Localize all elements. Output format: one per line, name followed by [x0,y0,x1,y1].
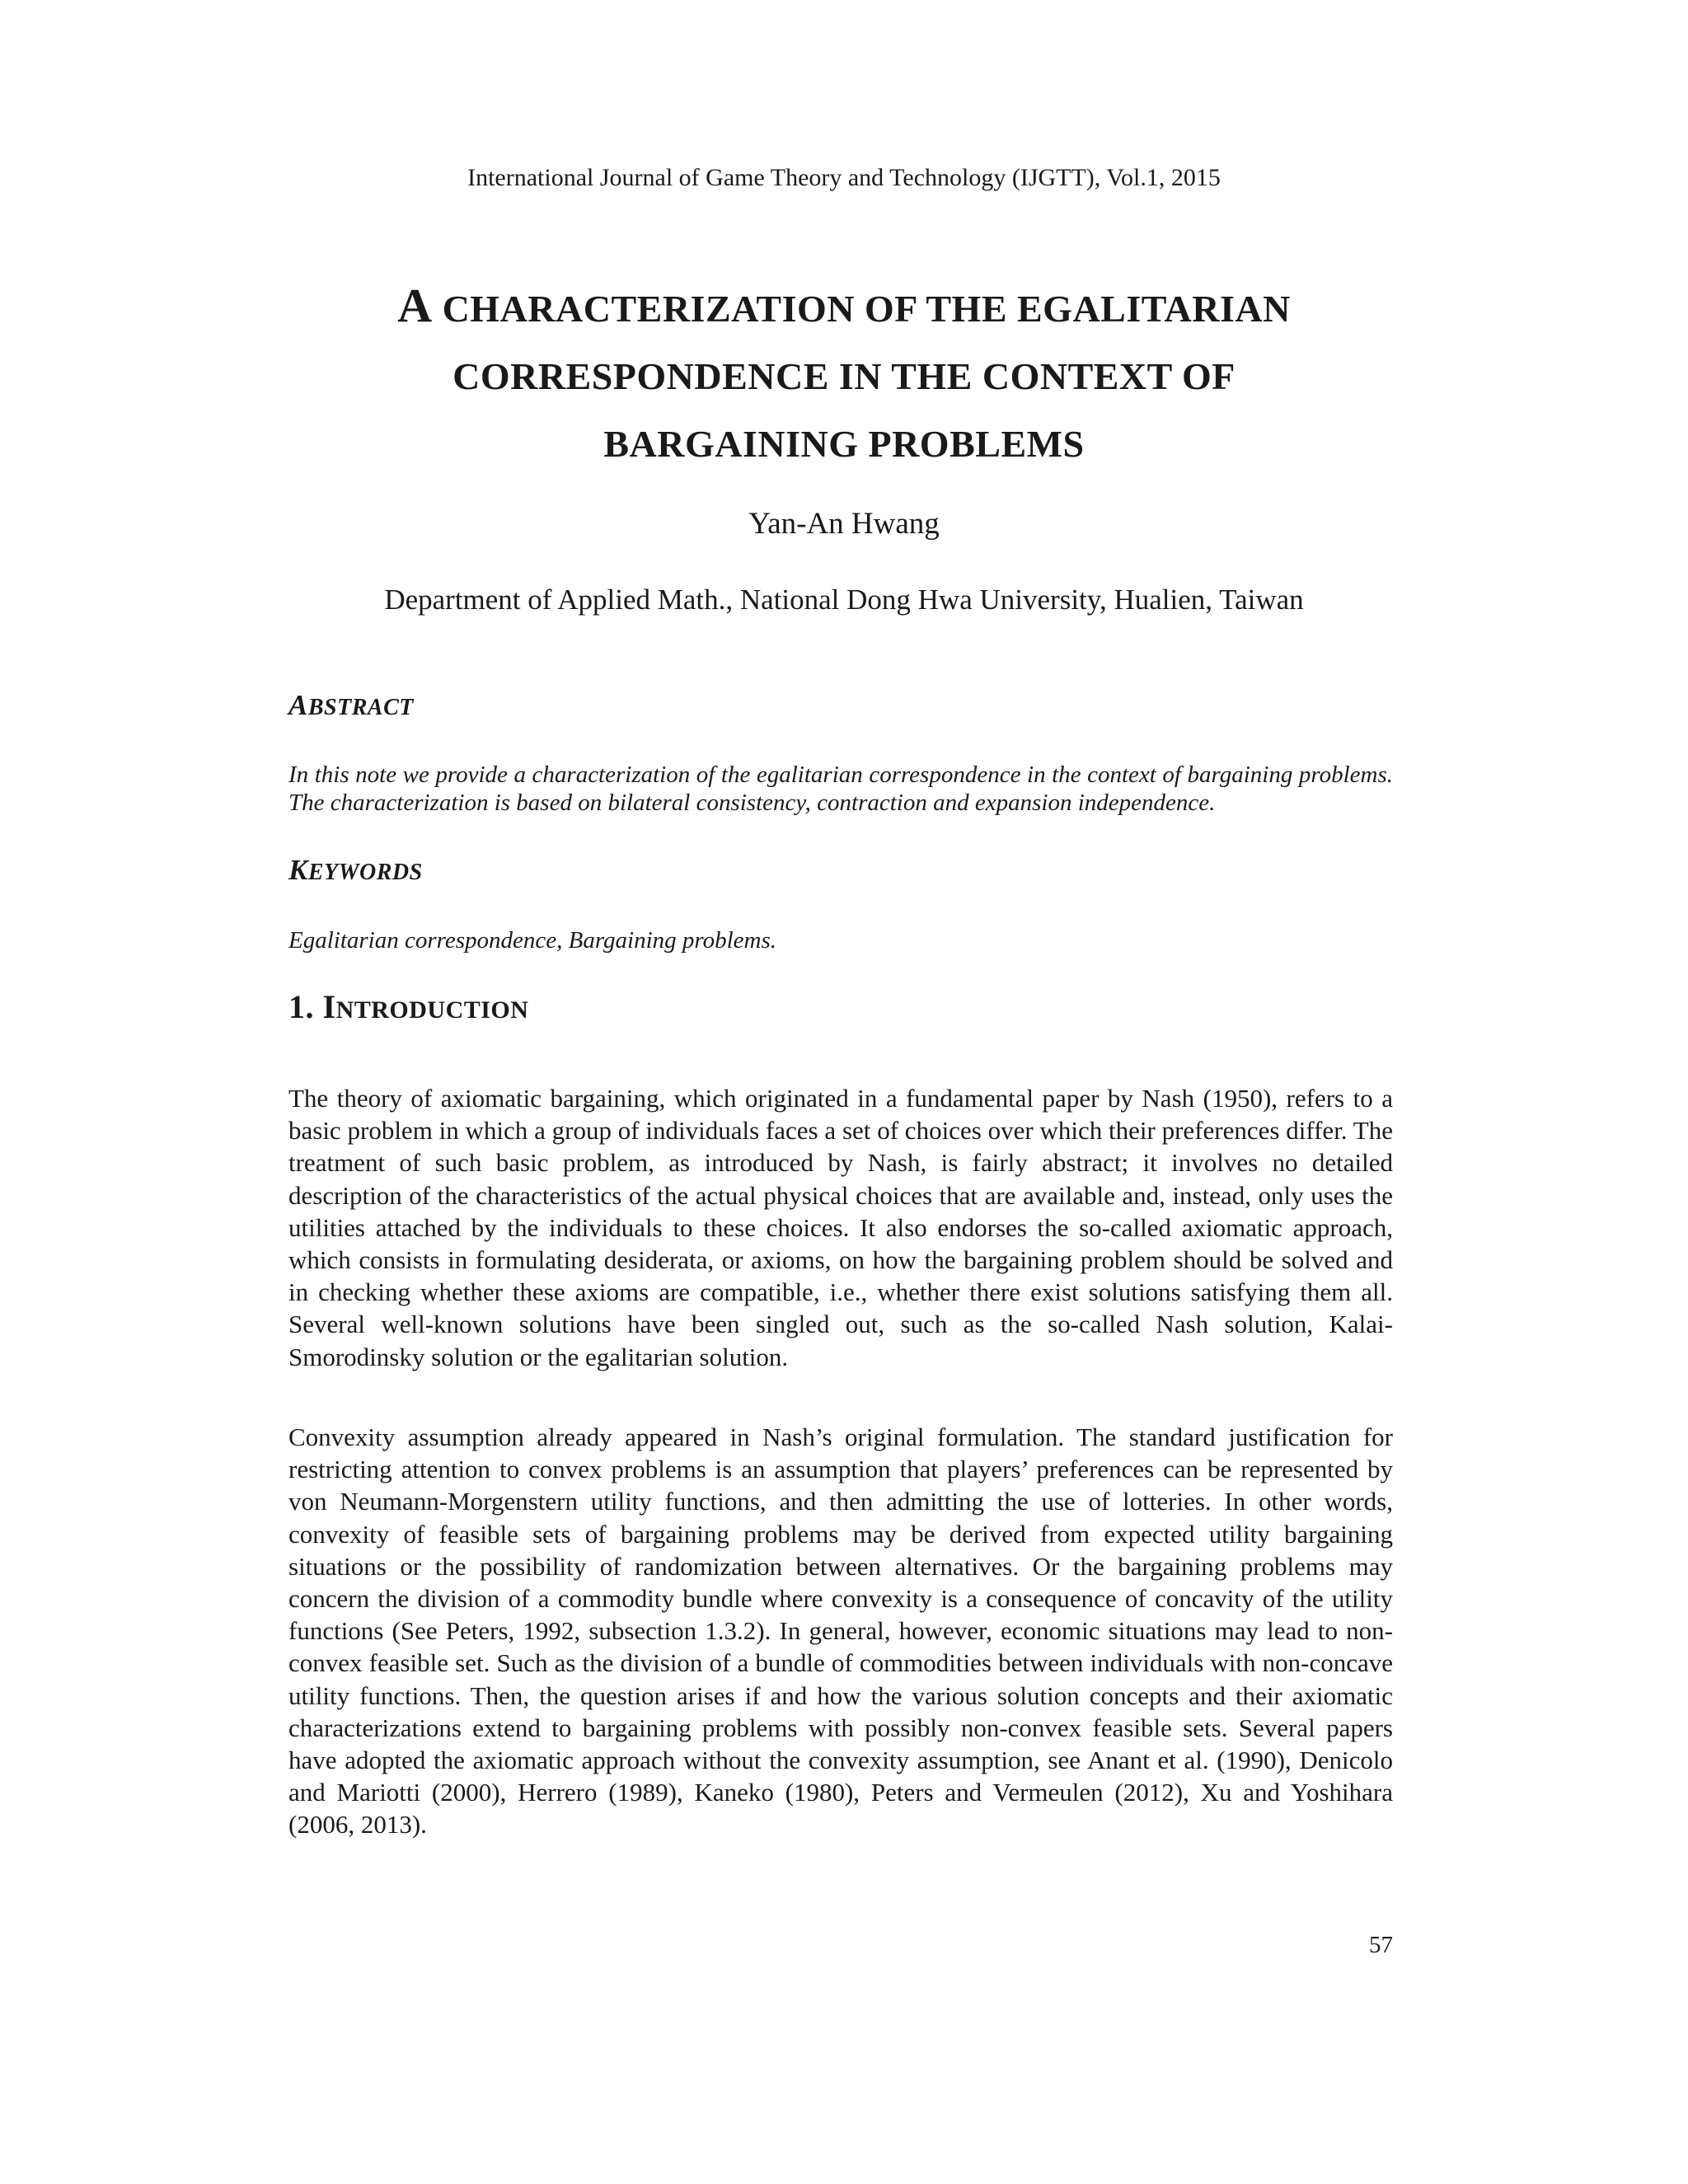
keywords-heading-rest: EYWORDS [307,860,423,885]
title-line-3: BARGAINING PROBLEMS [603,423,1085,465]
title-line-1-rest: CHARACTERIZATION OF THE EGALITARIAN [432,288,1291,330]
introduction-paragraph-1: The theory of axiomatic bargaining, which originated in a fundamental paper by Nash (1950), refers to a basic problem in which a group of individuals faces a set of choices over which their preferences differ. The treatment of such basic problem, as introduced by Nash, is fairly abstract; it involves no detailed description of the characteristics of the actual physical choices that are available and, instead, only uses the utilities attached by the individuals to these choices. It also endorses the so-called axiomatic approach, which consists in formulating desiderata, or axioms, on how the bargaining problem should be solved and in checking whether these axioms are compatible, i.e., whether there exist solutions satisfying them all. Several well-known solutions have been singled out, such as the so-called Nash solution, Kalai-Smorodinsky solution or the egalitarian solution. [288,1084,1393,1371]
author-name: Yan-An Hwang [748,507,940,541]
keywords-heading [288,854,423,889]
journal-header: International Journal of Game Theory and Technology (IJGTT), Vol.1, 2015 [467,164,1221,191]
introduction-heading-rest: NTRODUCTION [335,996,529,1024]
page-number: 57 [1369,1932,1393,1958]
paper-title [185,272,1503,478]
title-line-1 [185,272,1503,343]
title-line-2: CORRESPONDENCE IN THE CONTEXT OF [452,355,1236,397]
introduction-heading-number: 1. [288,988,323,1025]
title-first-letter: A [397,279,433,332]
author-affiliation: Department of Applied Math., National Dong Hwa University, Hualien, Taiwan [384,583,1304,616]
abstract-heading-rest: BSTRACT [307,695,414,720]
keywords-heading-first: K [288,854,308,886]
abstract-text: In this note we provide a characterization of the egalitarian correspondence in the context of bargaining problems. The characterization is based on bilateral consistency, contraction and expansion independence. [288,762,1393,816]
abstract-heading-first: A [288,689,308,721]
introduction-paragraph-2: Convexity assumption already appeared in Nash’s original formulation. The standard justification for restricting attention to convex problems is an assumption that players’ preferences can be represented by von Neumann-Morgenstern utility functions, and then admitting the use of lotteries. In other words, convexity of feasible sets of bargaining problems may be derived from expected utility bargaining situations or the possibility of randomization between alternatives. Or the bargaining problems may concern the division of a commodity bundle where convexity is a consequence of concavity of the utility functions (See Peters, 1992, subsection 1.3.2). In general, however, economic situations may lead to non-convex feasible set. Such as the division of a bundle of commodities between individuals with non-concave utility functions. Then, the question arises if and how the various solution concepts and their axiomatic characterizations extend to bargaining problems with possibly non-convex feasible sets. Several papers have adopted the axiomatic approach without the convexity assumption, see Anant et al. (1990), Denicolo and Mariotti (2000), Herrero (1989), Kaneko (1980), Peters and Vermeulen (2012), Xu and Yoshihara (2006, 2013). [288,1422,1393,1840]
abstract-heading [288,689,414,724]
introduction-heading [288,987,528,1030]
introduction-heading-first: I [322,988,336,1025]
keywords-text: Egalitarian correspondence, Bargaining problems. [288,927,777,954]
